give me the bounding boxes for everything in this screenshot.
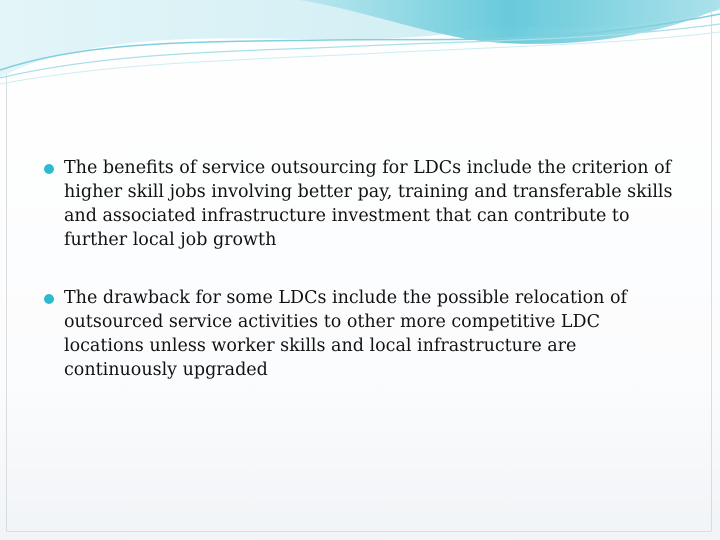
bullet-list [44,156,684,416]
bullet-text: The drawback for some LDCs include the possible relocation of outsourced service activities to other more competitive LDC locations unless worker skills and local infrastructure are continuously upgraded [64,288,627,380]
filled-circle-bullet-icon [44,164,54,174]
bullet-text: The benefits of service outsourcing for LDCs include the criterion of higher skill jobs involving better pay, training and transferable skills and associated infrastructure investment that can contribute to further local job growth [64,158,673,250]
header-swoosh-decoration [0,0,720,110]
bullet-item [44,286,684,382]
bullet-item [44,156,684,252]
filled-circle-bullet-icon [44,294,54,304]
